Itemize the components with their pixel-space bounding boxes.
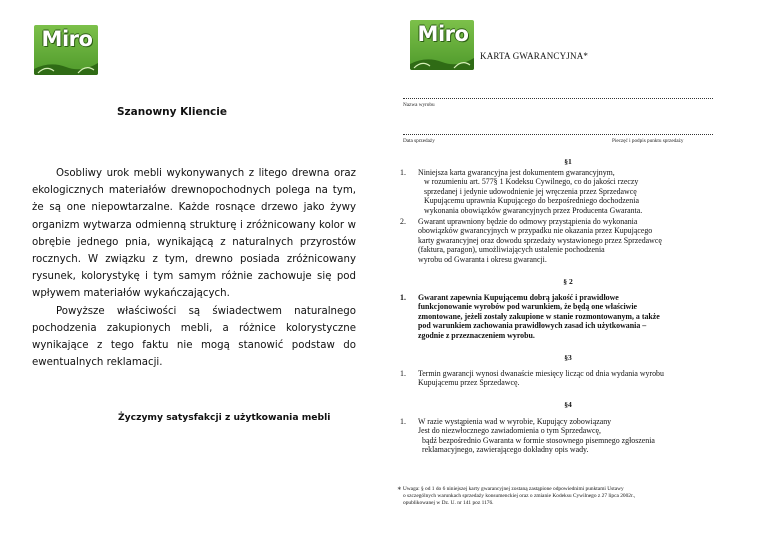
clause-item — [400, 168, 720, 218]
clause-text — [418, 217, 713, 264]
clause-text — [418, 369, 713, 388]
text-line: Kupującemu uprawnia Kupującego do bezpośredniego dochodzenia — [424, 196, 639, 206]
text-line: zmontowane, jeżeli zostały zakupione w stanie rozmontowanym, a także — [418, 311, 660, 321]
text-line: wyrobu od Gwaranta i okresu gwarancji. — [418, 254, 547, 264]
text-line: wynikające z tego faktu nie mogą stanowić podstaw do — [32, 340, 356, 352]
intro-text — [32, 165, 356, 371]
text-line: karty gwarancyjnej oraz dowodu sprzedaży wystawionego przez Sprzedawcę — [418, 235, 662, 245]
text-line: reklamacyjnego, zawierającego dokładny opis wady. — [422, 445, 589, 455]
text-line: Gwarant uprawniony będzie do odmowy przystąpienia do wykonania — [418, 217, 638, 226]
logo-wordmark: Miro — [417, 22, 469, 46]
text-line: Jest do niezwłocznego zawiadomienia o tym Sprzedawcę, — [418, 426, 601, 436]
text-line: W razie wystąpienia wad w wyrobie, Kupujący zobowiązany — [418, 417, 612, 426]
product-name-label: Nazwa wyrobu — [403, 102, 435, 108]
paragraph-1 — [32, 165, 356, 303]
paragraph-2 — [32, 303, 356, 372]
sale-date-label: Data sprzedaży — [403, 138, 435, 144]
text-line: sprzedanej i jedynie udowodnienie jej wręczenia przez Sprzedawcę — [424, 186, 637, 196]
clause-item — [400, 293, 720, 343]
clause-number: 2. — [400, 217, 406, 226]
text-line: Kupującemu przez Sprzedawcę. — [418, 378, 520, 388]
text-line: w rozumieniu art. 577§ 1 Kodeksu Cywilnego, co do jakości rzeczy — [424, 177, 639, 187]
text-line: Niniejsza karta gwarancyjna jest dokumentem gwarancyjnym, — [418, 168, 615, 177]
text-line: Termin gwarancji wynosi dwanaście miesięcy licząc od dnia wydania wyrobu — [418, 369, 664, 378]
text-line: opublikowanej w Dz. U. nr 141 poz 1176. — [403, 500, 494, 506]
logo-wordmark: Miro — [41, 27, 93, 51]
sale-date-field[interactable] — [403, 134, 713, 135]
clause-text — [418, 417, 713, 455]
text-line: Uwaga: § od 1 do 6 niniejszej karty gwarancyjnej zostaną zastąpione odpowiednimi punktami Ustawy — [402, 486, 624, 492]
section-heading: §4 — [564, 400, 572, 409]
text-line: zróżnicowany rysunek, kolorystykę i tym samym różnie — [32, 254, 356, 283]
clause-number: 1. — [400, 369, 406, 378]
text-line: obowiązków gwarancyjnych w przypadku nie okazania przez Kupującego — [418, 226, 653, 236]
greeting-heading: Szanowny Kliencie — [117, 106, 227, 118]
miro-logo-right — [410, 20, 474, 70]
text-line: Osobliwy urok mebli wykonywanych z litego drewna oraz — [56, 168, 356, 179]
footnote-marker: ∗ — [397, 486, 402, 492]
product-name-field[interactable] — [403, 98, 713, 99]
text-line: funkcjonowanie wyrobów pod warunkiem, że będą one właściwie — [418, 302, 638, 312]
text-line: przyrostów rocznych. W związku z tym, drewno posiada — [32, 236, 356, 266]
text-line: organizm wytwarza odmienną strukturę i zróżnicowany kolor — [32, 219, 345, 231]
clause-number: 1. — [400, 417, 406, 426]
clause-number: 1. — [400, 293, 406, 302]
text-line: ewentualnych reklamacji. — [32, 357, 163, 369]
clause-item — [400, 217, 720, 267]
clause-item — [400, 369, 720, 391]
text-line: Powyższe właściwości są świadectwem naturalnego — [56, 305, 356, 317]
text-line: wykonania obowiązków gwarancyjnych przez Producenta Gwaranta. — [424, 205, 643, 215]
text-line: (faktura, paragon), umożliwiających ustalenie pochodzenia — [418, 245, 605, 255]
closing-line: Życzymy satysfakcji z użytkowania mebli — [118, 412, 331, 423]
text-line: zgodnie z przeznaczeniem wyrobu. — [418, 330, 535, 340]
stamp-label: Pieczęć i podpis punktu sprzedaży — [612, 138, 684, 144]
leaf-icon — [410, 50, 474, 70]
card-title: KARTA GWARANCYJNA* — [480, 51, 589, 61]
clause-number: 1. — [400, 168, 406, 177]
text-line: pochodzenia zakupionych mebli, a różnice kolorystyczne — [32, 322, 356, 334]
clause-item — [400, 417, 720, 457]
text-line: pod warunkiem zachowania prawidłowych zasad ich użytkowania – — [418, 321, 647, 331]
leaf-icon — [34, 55, 98, 75]
section-heading: § 2 — [563, 277, 573, 286]
section-heading: §1 — [564, 157, 572, 166]
text-line: w obrębie jednego pnia, wynikającą z naturalnych — [32, 219, 356, 248]
text-line: Gwarant zapewnia Kupującemu dobrą jakość i prawidłowe — [418, 293, 619, 302]
text-line: o szczególnych warunkach sprzedaży konsumenckiej oraz o zmianie Kodeksu Cywilnego z 27 lipca 2002r., — [403, 493, 636, 499]
clause-text — [418, 293, 713, 340]
section-heading: §3 — [564, 353, 572, 362]
text-line: bądź bezpośrednio Gwaranta w formie stosownego pisemnego zgłoszenia — [422, 435, 655, 445]
clause-text — [418, 168, 713, 215]
footnote — [397, 486, 727, 507]
text-line: ekologicznych materiałów drewnopochodnych polega na tym, — [32, 185, 356, 197]
text-line: że są one niepowtarzalne. Każde rosnące drzewo jako żywy — [32, 202, 356, 214]
text-line: zachowuje się pod wpływem materiałów wykańczających. — [32, 271, 356, 300]
miro-logo-left — [34, 25, 98, 75]
